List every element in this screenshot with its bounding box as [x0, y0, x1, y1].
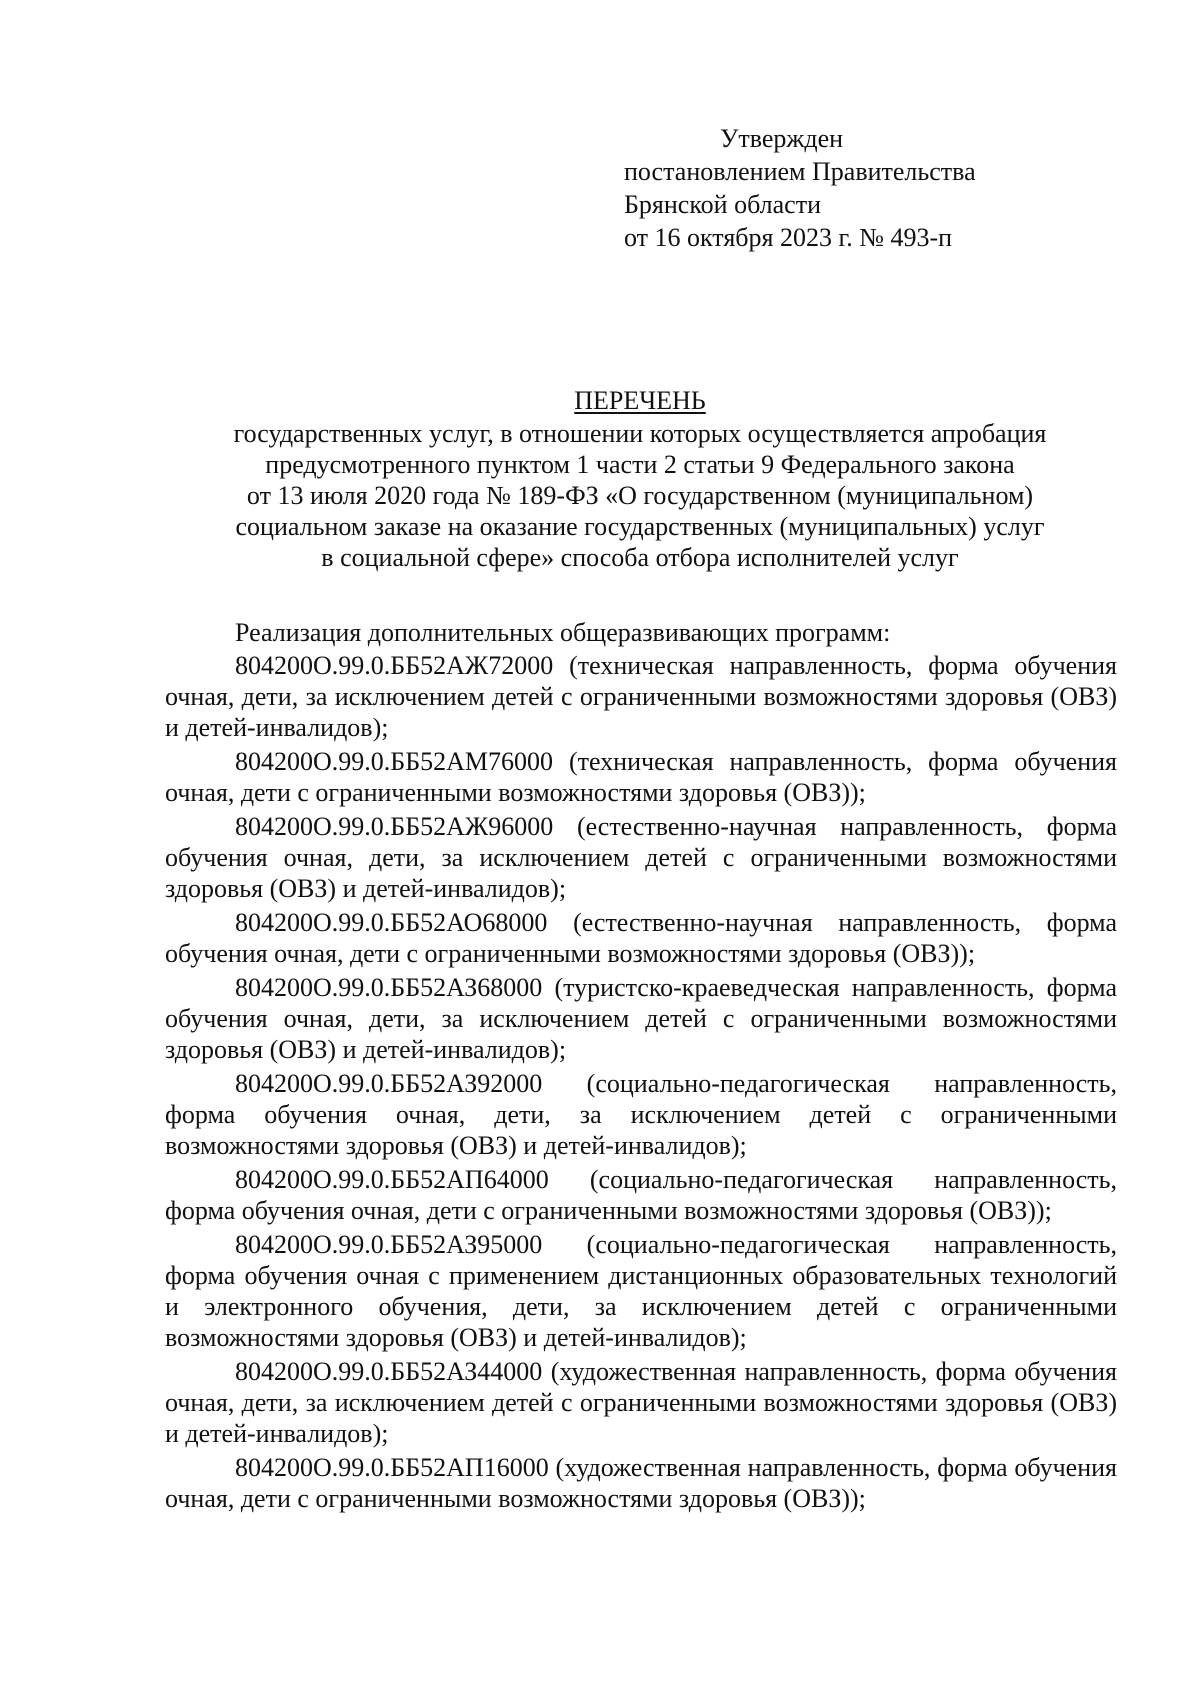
- approval-line-3: Брянской области: [624, 190, 821, 219]
- service-description: (техническая направленность, форма обучения очная, дети с ограниченными возможностями здоровья (ОВЗ));: [165, 747, 1118, 807]
- approval-line-4: от 16 октября 2023 г. № 493-п: [624, 223, 953, 252]
- list-item: [165, 746, 1117, 808]
- approval-line-1: Утвержден: [720, 124, 844, 153]
- service-description: (техническая направленность, форма обучения очная, дети, за исключением детей с ограниченными возможностями здоровья (ОВЗ) и детей-инвалидов);: [165, 651, 1118, 742]
- approval-stamp: [624, 122, 976, 254]
- list-item: [165, 907, 1117, 969]
- list-item: [165, 650, 1117, 743]
- service-code: 804200О.99.0.ББ52АЗ44000: [235, 1357, 543, 1386]
- title-subtitle-line-5: в социальной сфере» способа отбора исполнителей услуг: [321, 543, 959, 572]
- service-code: 804200О.99.0.ББ52АЗ68000: [235, 973, 543, 1002]
- service-code: 804200О.99.0.ББ52АП64000: [235, 1165, 549, 1194]
- list-item: [165, 1356, 1117, 1449]
- list-item: [165, 1452, 1117, 1514]
- service-description: (художественная направленность, форма обучения очная, дети, за исключением детей с ограниченными возможностями здоровья (ОВЗ) и детей-инвалидов);: [165, 1357, 1117, 1448]
- document-body: [165, 617, 1117, 1517]
- service-code: 804200О.99.0.ББ52АП16000: [235, 1453, 549, 1482]
- list-item: [165, 1068, 1117, 1161]
- title-subtitle-line-3: от 13 июля 2020 года № 189-ФЗ «О государственном (муниципальном): [246, 481, 1034, 510]
- service-description: (естественно-научная направленность, форма обучения очная, дети, за исключением детей с ограниченными возможностями здоровья (ОВЗ) и детей-инвалидов);: [165, 812, 1117, 903]
- title-heading: ПЕРЕЧЕНЬ: [574, 386, 706, 415]
- service-code: 804200О.99.0.ББ52АЗ95000: [235, 1230, 543, 1259]
- service-code: 804200О.99.0.ББ52АЖ96000: [235, 812, 554, 841]
- service-code: 804200О.99.0.ББ52АМ76000: [235, 747, 554, 776]
- service-description: (художественная направленность, форма обучения очная, дети с ограниченными возможностями здоровья (ОВЗ));: [165, 1453, 1117, 1513]
- service-code: 804200О.99.0.ББ52АЖ72000: [235, 651, 554, 680]
- title-subtitle-line-4: социальном заказе на оказание государственных (муниципальных) услуг: [235, 512, 1045, 541]
- title-subtitle-line-1: государственных услуг, в отношении которых осуществляется апробация: [233, 419, 1047, 448]
- service-description: (социально-педагогическая направленность, форма обучения очная, дети с ограниченными возможностями здоровья (ОВЗ));: [165, 1165, 1118, 1225]
- list-item: [165, 972, 1117, 1065]
- document-title: [160, 385, 1120, 573]
- service-code: 804200О.99.0.ББ52АО68000: [235, 908, 548, 937]
- list-item: [165, 1229, 1117, 1353]
- service-description: (социально-педагогическая направленность, форма обучения очная, дети, за исключением детей с ограниченными возможностями здоровья (ОВЗ) и детей-инвалидов);: [165, 1069, 1118, 1160]
- list-item: [165, 1164, 1117, 1226]
- service-description: (туристско-краеведческая направленность, форма обучения очная, дети, за исключением детей с ограниченными возможностями здоровья (ОВЗ) и детей-инвалидов);: [165, 973, 1117, 1064]
- service-description: (естественно-научная направленность, форма обучения очная, дети с ограниченными возможностями здоровья (ОВЗ));: [165, 908, 1117, 968]
- list-item: [165, 811, 1117, 904]
- service-description: (социально-педагогическая направленность, форма обучения очная с применением дистанционных образовательных технологий и электронного обучения, дети, за исключением детей с ограниченными возможностями здоровья (ОВЗ) и детей-инвалидов);: [165, 1230, 1118, 1352]
- intro-paragraph: Реализация дополнительных общеразвивающих программ:: [235, 618, 891, 647]
- title-subtitle-line-2: предусмотренного пунктом 1 части 2 статьи 9 Федерального закона: [265, 450, 1015, 479]
- service-code: 804200О.99.0.ББ52АЗ92000: [235, 1069, 543, 1098]
- approval-line-2: постановлением Правительства: [624, 157, 976, 186]
